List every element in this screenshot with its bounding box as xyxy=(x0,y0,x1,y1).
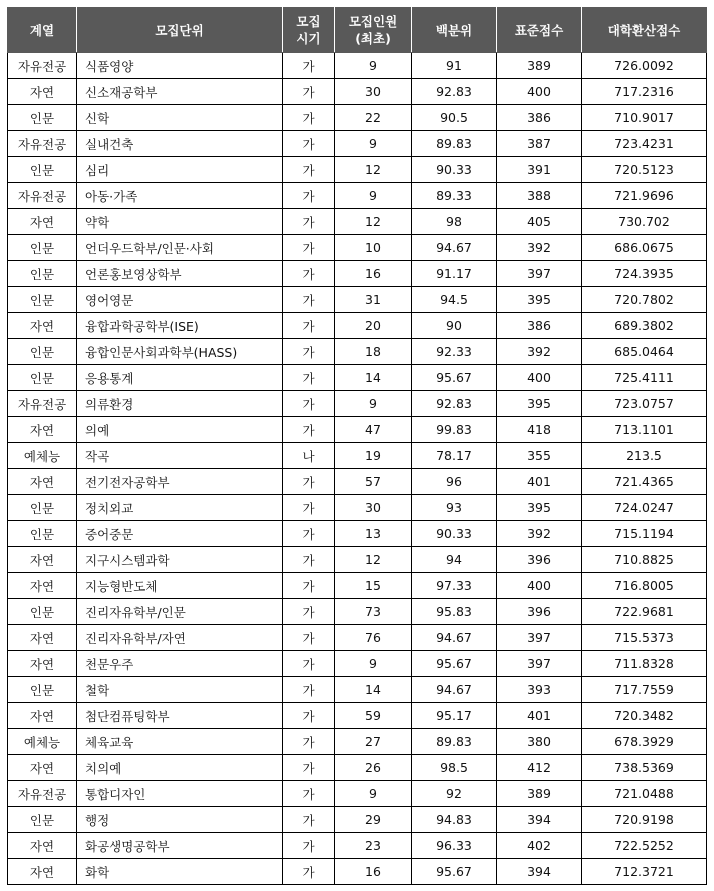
cell-percentile: 95.67 xyxy=(412,365,497,391)
cell-track: 자연 xyxy=(8,703,77,729)
table-row xyxy=(8,781,707,807)
cell-unit: 첨단컴퓨팅학부 xyxy=(77,703,283,729)
cell-percentile: 94.83 xyxy=(412,807,497,833)
cell-unit: 융합인문사회과학부(HASS) xyxy=(77,339,283,365)
cell-period: 나 xyxy=(283,443,335,469)
cell-unit: 의예 xyxy=(77,417,283,443)
cell-std-score: 388 xyxy=(497,183,582,209)
cell-quota: 30 xyxy=(335,495,412,521)
cell-std-score: 393 xyxy=(497,677,582,703)
cell-std-score: 397 xyxy=(497,651,582,677)
cell-period: 가 xyxy=(283,703,335,729)
header-period-label-line1: 모집 xyxy=(296,14,321,29)
cell-percentile: 91.17 xyxy=(412,261,497,287)
cell-track: 인문 xyxy=(8,495,77,521)
cell-std-score: 405 xyxy=(497,209,582,235)
cell-univ-score: 685.0464 xyxy=(582,339,707,365)
table-row xyxy=(8,261,707,287)
cell-std-score: 400 xyxy=(497,365,582,391)
cell-unit: 융합과학공학부(ISE) xyxy=(77,313,283,339)
cell-period: 가 xyxy=(283,677,335,703)
cell-univ-score: 712.3721 xyxy=(582,859,707,885)
cell-percentile: 96.33 xyxy=(412,833,497,859)
table-row xyxy=(8,183,707,209)
header-univ-score-label: 대학환산점수 xyxy=(607,22,681,38)
cell-percentile: 95.17 xyxy=(412,703,497,729)
cell-univ-score: 720.7802 xyxy=(582,287,707,313)
table-row xyxy=(8,53,707,79)
cell-unit: 화학 xyxy=(77,859,283,885)
cell-track: 자연 xyxy=(8,469,77,495)
cell-univ-score: 711.8328 xyxy=(582,651,707,677)
cell-track: 자연 xyxy=(8,547,77,573)
cell-percentile: 98 xyxy=(412,209,497,235)
cell-period: 가 xyxy=(283,209,335,235)
header-std-score-label: 표준점수 xyxy=(514,22,564,38)
cell-unit: 신소재공학부 xyxy=(77,79,283,105)
cell-quota: 12 xyxy=(335,209,412,235)
table-row xyxy=(8,495,707,521)
table-row xyxy=(8,599,707,625)
table-row xyxy=(8,677,707,703)
cell-percentile: 90 xyxy=(412,313,497,339)
cell-period: 가 xyxy=(283,79,335,105)
cell-track: 자유전공 xyxy=(8,391,77,417)
cell-std-score: 397 xyxy=(497,625,582,651)
cell-percentile: 96 xyxy=(412,469,497,495)
cell-percentile: 94 xyxy=(412,547,497,573)
cell-period: 가 xyxy=(283,183,335,209)
cell-std-score: 389 xyxy=(497,53,582,79)
cell-period: 가 xyxy=(283,469,335,495)
table-row xyxy=(8,755,707,781)
cell-percentile: 98.5 xyxy=(412,755,497,781)
table-row xyxy=(8,131,707,157)
cell-std-score: 391 xyxy=(497,157,582,183)
cell-period: 가 xyxy=(283,417,335,443)
cell-track: 자연 xyxy=(8,313,77,339)
cell-std-score: 402 xyxy=(497,833,582,859)
cell-unit: 체육교육 xyxy=(77,729,283,755)
cell-track: 자연 xyxy=(8,79,77,105)
cell-quota: 59 xyxy=(335,703,412,729)
cell-quota: 23 xyxy=(335,833,412,859)
cell-std-score: 386 xyxy=(497,105,582,131)
cell-quota: 29 xyxy=(335,807,412,833)
cell-period: 가 xyxy=(283,235,335,261)
table-row xyxy=(8,573,707,599)
cell-percentile: 94.67 xyxy=(412,235,497,261)
cell-unit: 통합디자인 xyxy=(77,781,283,807)
cell-quota: 9 xyxy=(335,781,412,807)
cell-unit: 영어영문 xyxy=(77,287,283,313)
cell-quota: 18 xyxy=(335,339,412,365)
cell-univ-score: 738.5369 xyxy=(582,755,707,781)
cell-univ-score: 721.4365 xyxy=(582,469,707,495)
cell-quota: 12 xyxy=(335,157,412,183)
cell-quota: 14 xyxy=(335,365,412,391)
cell-percentile: 94.5 xyxy=(412,287,497,313)
cell-unit: 식품영양 xyxy=(77,53,283,79)
table-row xyxy=(8,859,707,885)
cell-percentile: 95.83 xyxy=(412,599,497,625)
cell-std-score: 387 xyxy=(497,131,582,157)
cell-univ-score: 725.4111 xyxy=(582,365,707,391)
header-percentile xyxy=(412,8,497,53)
table-row xyxy=(8,105,707,131)
header-period-label-line2: 시기 xyxy=(296,31,321,46)
cell-percentile: 94.67 xyxy=(412,625,497,651)
cell-quota: 13 xyxy=(335,521,412,547)
cell-quota: 57 xyxy=(335,469,412,495)
cell-period: 가 xyxy=(283,105,335,131)
table-row xyxy=(8,443,707,469)
cell-period: 가 xyxy=(283,625,335,651)
cell-percentile: 90.5 xyxy=(412,105,497,131)
cell-univ-score: 722.5252 xyxy=(582,833,707,859)
cell-unit: 화공생명공학부 xyxy=(77,833,283,859)
cell-percentile: 93 xyxy=(412,495,497,521)
cell-period: 가 xyxy=(283,573,335,599)
cell-period: 가 xyxy=(283,365,335,391)
cell-std-score: 395 xyxy=(497,495,582,521)
table-row xyxy=(8,469,707,495)
cell-unit: 심리 xyxy=(77,157,283,183)
cell-period: 가 xyxy=(283,495,335,521)
cell-univ-score: 720.5123 xyxy=(582,157,707,183)
cell-univ-score: 724.0247 xyxy=(582,495,707,521)
table-row xyxy=(8,79,707,105)
cell-track: 인문 xyxy=(8,365,77,391)
cell-track: 인문 xyxy=(8,157,77,183)
table-row xyxy=(8,807,707,833)
table-row xyxy=(8,235,707,261)
cell-quota: 16 xyxy=(335,859,412,885)
cell-std-score: 394 xyxy=(497,859,582,885)
cell-quota: 9 xyxy=(335,183,412,209)
table-row xyxy=(8,157,707,183)
cell-quota: 9 xyxy=(335,131,412,157)
table-row xyxy=(8,521,707,547)
cell-period: 가 xyxy=(283,287,335,313)
cell-univ-score: 710.9017 xyxy=(582,105,707,131)
table-row xyxy=(8,287,707,313)
cell-track: 자유전공 xyxy=(8,131,77,157)
cell-unit: 작곡 xyxy=(77,443,283,469)
cell-track: 인문 xyxy=(8,235,77,261)
header-std-score xyxy=(497,8,582,53)
cell-unit: 행정 xyxy=(77,807,283,833)
cell-quota: 14 xyxy=(335,677,412,703)
cell-period: 가 xyxy=(283,651,335,677)
cell-track: 자연 xyxy=(8,625,77,651)
header-univ-score xyxy=(582,8,707,53)
header-row xyxy=(8,8,707,53)
cell-track: 자연 xyxy=(8,651,77,677)
cell-percentile: 95.67 xyxy=(412,859,497,885)
cell-unit: 중어중문 xyxy=(77,521,283,547)
cell-track: 자연 xyxy=(8,833,77,859)
cell-track: 인문 xyxy=(8,677,77,703)
cell-std-score: 380 xyxy=(497,729,582,755)
cell-std-score: 395 xyxy=(497,287,582,313)
cell-track: 인문 xyxy=(8,261,77,287)
table-row xyxy=(8,547,707,573)
cell-track: 자연 xyxy=(8,209,77,235)
cell-std-score: 394 xyxy=(497,807,582,833)
header-track xyxy=(8,8,77,53)
cell-track: 자연 xyxy=(8,573,77,599)
cell-quota: 26 xyxy=(335,755,412,781)
cell-univ-score: 720.9198 xyxy=(582,807,707,833)
cell-quota: 9 xyxy=(335,651,412,677)
cell-unit: 지구시스템과학 xyxy=(77,547,283,573)
cell-std-score: 401 xyxy=(497,469,582,495)
cell-percentile: 92.83 xyxy=(412,391,497,417)
cell-unit: 아동·가족 xyxy=(77,183,283,209)
cell-unit: 치의예 xyxy=(77,755,283,781)
cell-std-score: 400 xyxy=(497,79,582,105)
cell-period: 가 xyxy=(283,755,335,781)
cell-period: 가 xyxy=(283,157,335,183)
cell-track: 인문 xyxy=(8,521,77,547)
cell-std-score: 396 xyxy=(497,599,582,625)
cell-quota: 15 xyxy=(335,573,412,599)
cell-univ-score: 713.1101 xyxy=(582,417,707,443)
cell-percentile: 90.33 xyxy=(412,521,497,547)
cell-percentile: 99.83 xyxy=(412,417,497,443)
cell-percentile: 90.33 xyxy=(412,157,497,183)
cell-period: 가 xyxy=(283,729,335,755)
cell-std-score: 400 xyxy=(497,573,582,599)
cell-track: 자유전공 xyxy=(8,183,77,209)
cell-track: 예체능 xyxy=(8,443,77,469)
cell-unit: 천문우주 xyxy=(77,651,283,677)
cell-std-score: 392 xyxy=(497,235,582,261)
header-quota xyxy=(335,8,412,53)
cell-univ-score: 720.3482 xyxy=(582,703,707,729)
cell-track: 자연 xyxy=(8,417,77,443)
cell-unit: 의류환경 xyxy=(77,391,283,417)
cell-std-score: 418 xyxy=(497,417,582,443)
cell-univ-score: 721.9696 xyxy=(582,183,707,209)
cell-percentile: 92.33 xyxy=(412,339,497,365)
cell-unit: 실내건축 xyxy=(77,131,283,157)
table-row xyxy=(8,833,707,859)
cell-quota: 20 xyxy=(335,313,412,339)
cell-track: 인문 xyxy=(8,339,77,365)
cell-unit: 신학 xyxy=(77,105,283,131)
cell-percentile: 89.33 xyxy=(412,183,497,209)
cell-quota: 27 xyxy=(335,729,412,755)
cell-quota: 12 xyxy=(335,547,412,573)
cell-track: 자유전공 xyxy=(8,53,77,79)
cell-univ-score: 730.702 xyxy=(582,209,707,235)
header-unit xyxy=(77,8,283,53)
cell-quota: 47 xyxy=(335,417,412,443)
cell-quota: 19 xyxy=(335,443,412,469)
cell-unit: 진리자유학부/자연 xyxy=(77,625,283,651)
cell-quota: 31 xyxy=(335,287,412,313)
cell-std-score: 389 xyxy=(497,781,582,807)
cell-unit: 응용통계 xyxy=(77,365,283,391)
cell-track: 인문 xyxy=(8,105,77,131)
cell-unit: 약학 xyxy=(77,209,283,235)
cell-univ-score: 716.8005 xyxy=(582,573,707,599)
table-row xyxy=(8,729,707,755)
cell-univ-score: 723.4231 xyxy=(582,131,707,157)
cell-unit: 정치외교 xyxy=(77,495,283,521)
table-body xyxy=(8,53,707,885)
header-quota-label-line2: (최초) xyxy=(355,31,391,46)
table-row xyxy=(8,313,707,339)
cell-univ-score: 689.3802 xyxy=(582,313,707,339)
cell-unit: 언더우드학부/인문·사회 xyxy=(77,235,283,261)
cell-univ-score: 724.3935 xyxy=(582,261,707,287)
cell-period: 가 xyxy=(283,599,335,625)
cell-percentile: 89.83 xyxy=(412,131,497,157)
cell-period: 가 xyxy=(283,547,335,573)
cell-period: 가 xyxy=(283,261,335,287)
cell-percentile: 92 xyxy=(412,781,497,807)
cell-std-score: 355 xyxy=(497,443,582,469)
cell-track: 인문 xyxy=(8,287,77,313)
cell-quota: 76 xyxy=(335,625,412,651)
cell-quota: 9 xyxy=(335,53,412,79)
cell-std-score: 395 xyxy=(497,391,582,417)
header-period xyxy=(283,8,335,53)
cell-track: 자연 xyxy=(8,755,77,781)
cell-period: 가 xyxy=(283,781,335,807)
cell-unit: 진리자유학부/인문 xyxy=(77,599,283,625)
cell-quota: 22 xyxy=(335,105,412,131)
cell-univ-score: 726.0092 xyxy=(582,53,707,79)
header-track-label: 계열 xyxy=(29,22,55,38)
table-row xyxy=(8,209,707,235)
cell-percentile: 92.83 xyxy=(412,79,497,105)
cell-std-score: 412 xyxy=(497,755,582,781)
cell-period: 가 xyxy=(283,131,335,157)
table-header xyxy=(8,8,707,53)
cell-period: 가 xyxy=(283,521,335,547)
table-row xyxy=(8,339,707,365)
cell-std-score: 396 xyxy=(497,547,582,573)
cell-quota: 16 xyxy=(335,261,412,287)
cell-period: 가 xyxy=(283,313,335,339)
header-unit-label: 모집단위 xyxy=(155,22,204,38)
cell-unit: 지능형반도체 xyxy=(77,573,283,599)
cell-track: 인문 xyxy=(8,807,77,833)
cell-track: 예체능 xyxy=(8,729,77,755)
cell-period: 가 xyxy=(283,833,335,859)
cell-percentile: 91 xyxy=(412,53,497,79)
cell-period: 가 xyxy=(283,859,335,885)
header-percentile-label: 백분위 xyxy=(435,22,473,38)
cell-quota: 73 xyxy=(335,599,412,625)
cell-univ-score: 715.5373 xyxy=(582,625,707,651)
cell-percentile: 94.67 xyxy=(412,677,497,703)
cell-track: 자유전공 xyxy=(8,781,77,807)
cell-period: 가 xyxy=(283,339,335,365)
cell-percentile: 95.67 xyxy=(412,651,497,677)
cell-univ-score: 721.0488 xyxy=(582,781,707,807)
cell-univ-score: 213.5 xyxy=(582,443,707,469)
cell-univ-score: 722.9681 xyxy=(582,599,707,625)
cell-period: 가 xyxy=(283,391,335,417)
cell-univ-score: 686.0675 xyxy=(582,235,707,261)
cell-quota: 9 xyxy=(335,391,412,417)
cell-percentile: 97.33 xyxy=(412,573,497,599)
table-row xyxy=(8,651,707,677)
cell-percentile: 89.83 xyxy=(412,729,497,755)
header-quota-label-line1: 모집인원 xyxy=(348,14,398,29)
cell-std-score: 386 xyxy=(497,313,582,339)
admissions-results-table xyxy=(7,7,707,885)
cell-univ-score: 723.0757 xyxy=(582,391,707,417)
cell-std-score: 401 xyxy=(497,703,582,729)
cell-quota: 30 xyxy=(335,79,412,105)
table-row xyxy=(8,703,707,729)
cell-track: 자연 xyxy=(8,859,77,885)
table-row xyxy=(8,417,707,443)
cell-period: 가 xyxy=(283,53,335,79)
cell-percentile: 78.17 xyxy=(412,443,497,469)
cell-univ-score: 715.1194 xyxy=(582,521,707,547)
cell-univ-score: 717.7559 xyxy=(582,677,707,703)
cell-period: 가 xyxy=(283,807,335,833)
table-row xyxy=(8,365,707,391)
cell-unit: 철학 xyxy=(77,677,283,703)
cell-track: 인문 xyxy=(8,599,77,625)
cell-univ-score: 717.2316 xyxy=(582,79,707,105)
cell-univ-score: 710.8825 xyxy=(582,547,707,573)
table-row xyxy=(8,625,707,651)
cell-std-score: 397 xyxy=(497,261,582,287)
cell-std-score: 392 xyxy=(497,521,582,547)
table-row xyxy=(8,391,707,417)
cell-quota: 10 xyxy=(335,235,412,261)
cell-std-score: 392 xyxy=(497,339,582,365)
cell-unit: 언론홍보영상학부 xyxy=(77,261,283,287)
cell-unit: 전기전자공학부 xyxy=(77,469,283,495)
cell-univ-score: 678.3929 xyxy=(582,729,707,755)
